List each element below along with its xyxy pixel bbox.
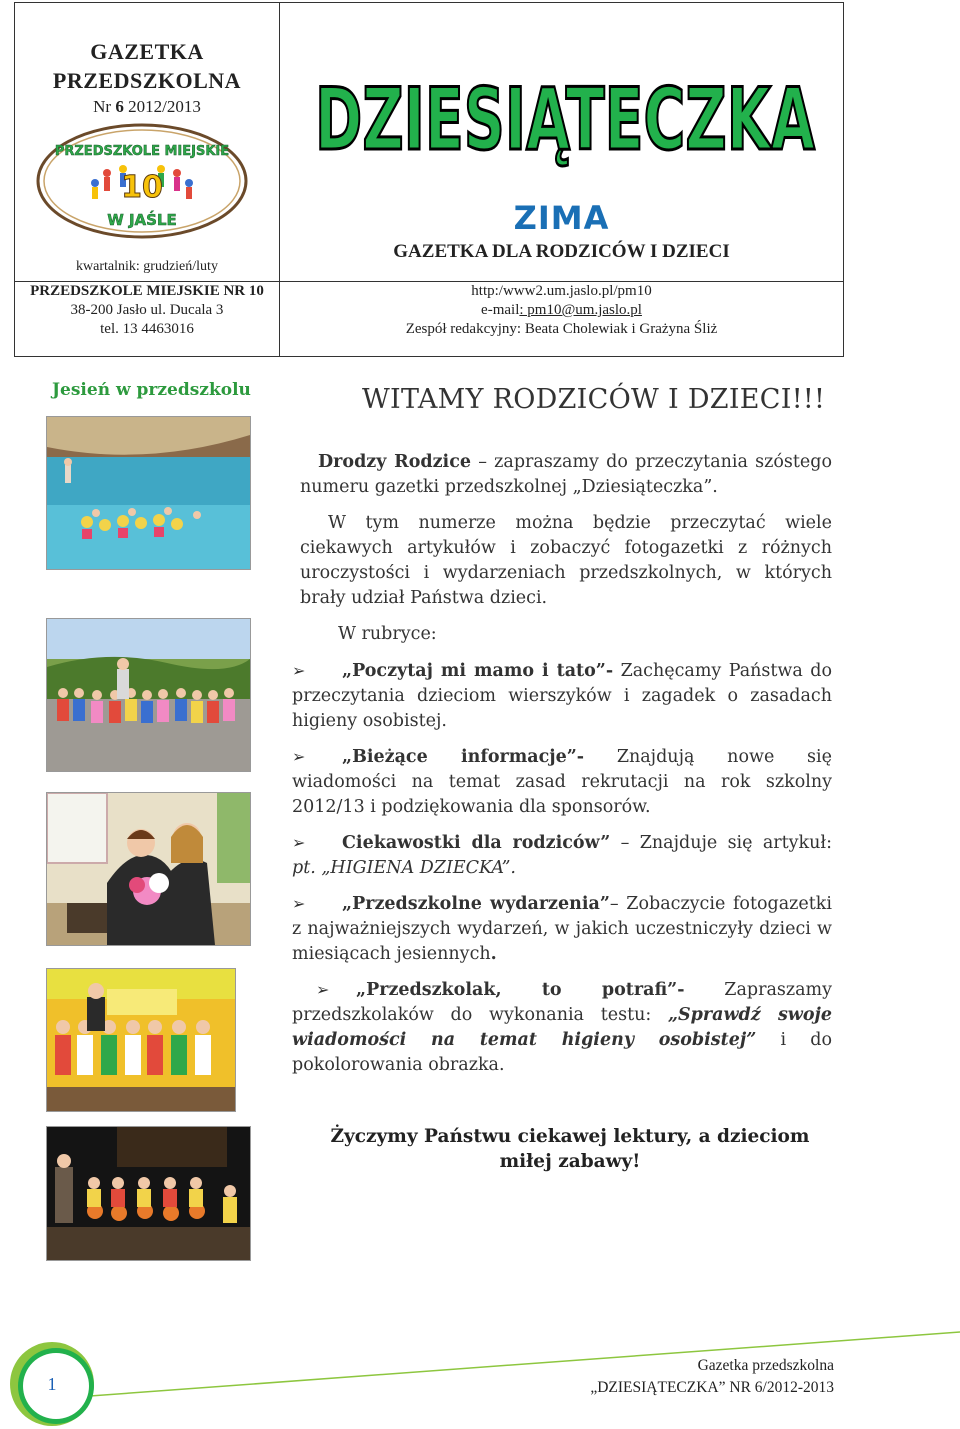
list-item: ➢ „Bieżące informacje”- Znajdują nowe się wiadomości na temat zasad rekrutacji na rok szkolny 2012/13 i podziękowania dla sponsorów. (292, 744, 832, 820)
photo-teacher-flowers (46, 792, 251, 946)
arrow-bullet-icon: ➢ (316, 980, 330, 999)
list-item: ➢ „Przedszkolak, to potrafi”- Zapraszamy przedszkolaków do wykonania testu: „Sprawdź swoje wiadomości na temat higieny osobistej” i do pokolorowania obrazka. (292, 977, 832, 1078)
school-address: 38-200 Jasło ul. Ducala 3 (70, 302, 224, 318)
page-number: 1 (47, 1374, 57, 1394)
autumn-heading: Jesień w przedszkolu (52, 380, 251, 400)
list-item: ➢ Ciekawostki dla rodziców” – Znajduje się artykuł: pt. „HIGIENA DZIECKA”. (292, 830, 832, 881)
issue-number: Nr 6 2012/2013 (93, 97, 201, 116)
rubric-label: W rubryce: (338, 624, 437, 644)
website-link[interactable]: http:/www2.um.jaslo.pl/pm10 (471, 283, 652, 299)
masthead-title (290, 21, 840, 171)
arrow-bullet-icon: ➢ (292, 894, 306, 913)
arrow-bullet-icon: ➢ (292, 747, 306, 766)
newsletter-title (15, 37, 279, 95)
newsletter-subtitle: GAZETKA DLA RODZICÓW I DZIECI (393, 241, 730, 262)
season-title: ZIMA (513, 199, 610, 237)
arrow-bullet-icon: ➢ (292, 661, 306, 680)
header-table (14, 2, 844, 357)
photo-group-outdoor (46, 618, 251, 772)
svg-text:DZIESIĄTECZKA: DZIESIĄTECZKA (315, 70, 816, 170)
editors-line: Zespół redakcyjny: Beata Cholewiak i Grażyna Śliż (405, 321, 718, 337)
quarterly-label: kwartalnik: grudzień/luty (76, 259, 218, 274)
footer-text: Gazetka przedszkolna „DZIESIĄTECZKA” NR 6/2012-2013 (590, 1357, 834, 1396)
contact-left (15, 282, 280, 357)
preschool-logo (35, 121, 249, 241)
photo-autumn-show (46, 1126, 251, 1261)
list-item: ➢ „Poczytaj mi mamo i tato”- Zachęcamy Państwa do przeczytania dzieciom wierszyków i zagadek o zasadach higieny osobistej. (292, 658, 832, 734)
title-line1: GAZETKA (90, 39, 204, 64)
arrow-bullet-icon: ➢ (292, 833, 306, 852)
email-link[interactable]: : pm10@um.jaslo.pl (519, 302, 642, 318)
list-item: ➢ „Przedszkolne wydarzenia”– Zobaczycie fotogazetki z najważniejszych wydarzeń, w jakich uczestniczyły dzieci w miesiącach jesiennych. (292, 891, 832, 967)
school-name: PRZEDSZKOLE MIEJSKIE NR 10 (30, 283, 264, 299)
photo-swimming-pool (46, 416, 251, 570)
email-line[interactable]: e-mail: pm10@um.jaslo.pl (481, 302, 642, 318)
logo-number: 10 (121, 170, 163, 205)
title-line2: PRZEDSZKOLNA (52, 68, 242, 93)
header-left-cell (15, 3, 280, 282)
welcome-heading: WITAMY RODZICÓW I DZIECI!!! (362, 384, 826, 415)
closing-wish: Życzymy Państwu ciekawej lektury, a dzieciom miłej zabawy! (330, 1126, 810, 1172)
logo-bottom-text: W JAŚLE (107, 211, 177, 229)
school-phone: tel. 13 4463016 (100, 321, 194, 337)
content-paragraph: W tym numerze można będzie przeczytać wiele ciekawych artykułów i zobaczyć fotogazetki z różnych uroczystości i wydarzeniach przedszkolnych, w których brały udział Państwa dzieci. (300, 513, 832, 608)
contact-right (280, 282, 844, 357)
intro-paragraph: Drodzy Rodzice – zapraszamy do przeczytania szóstego numeru gazetki przedszkolnej „Dziesiąteczka”. (300, 452, 832, 497)
header-right-cell (280, 3, 844, 282)
logo-top-text: PRZEDSZKOLE MIEJSKIE (54, 144, 230, 159)
photo-stage-kids (46, 968, 236, 1112)
